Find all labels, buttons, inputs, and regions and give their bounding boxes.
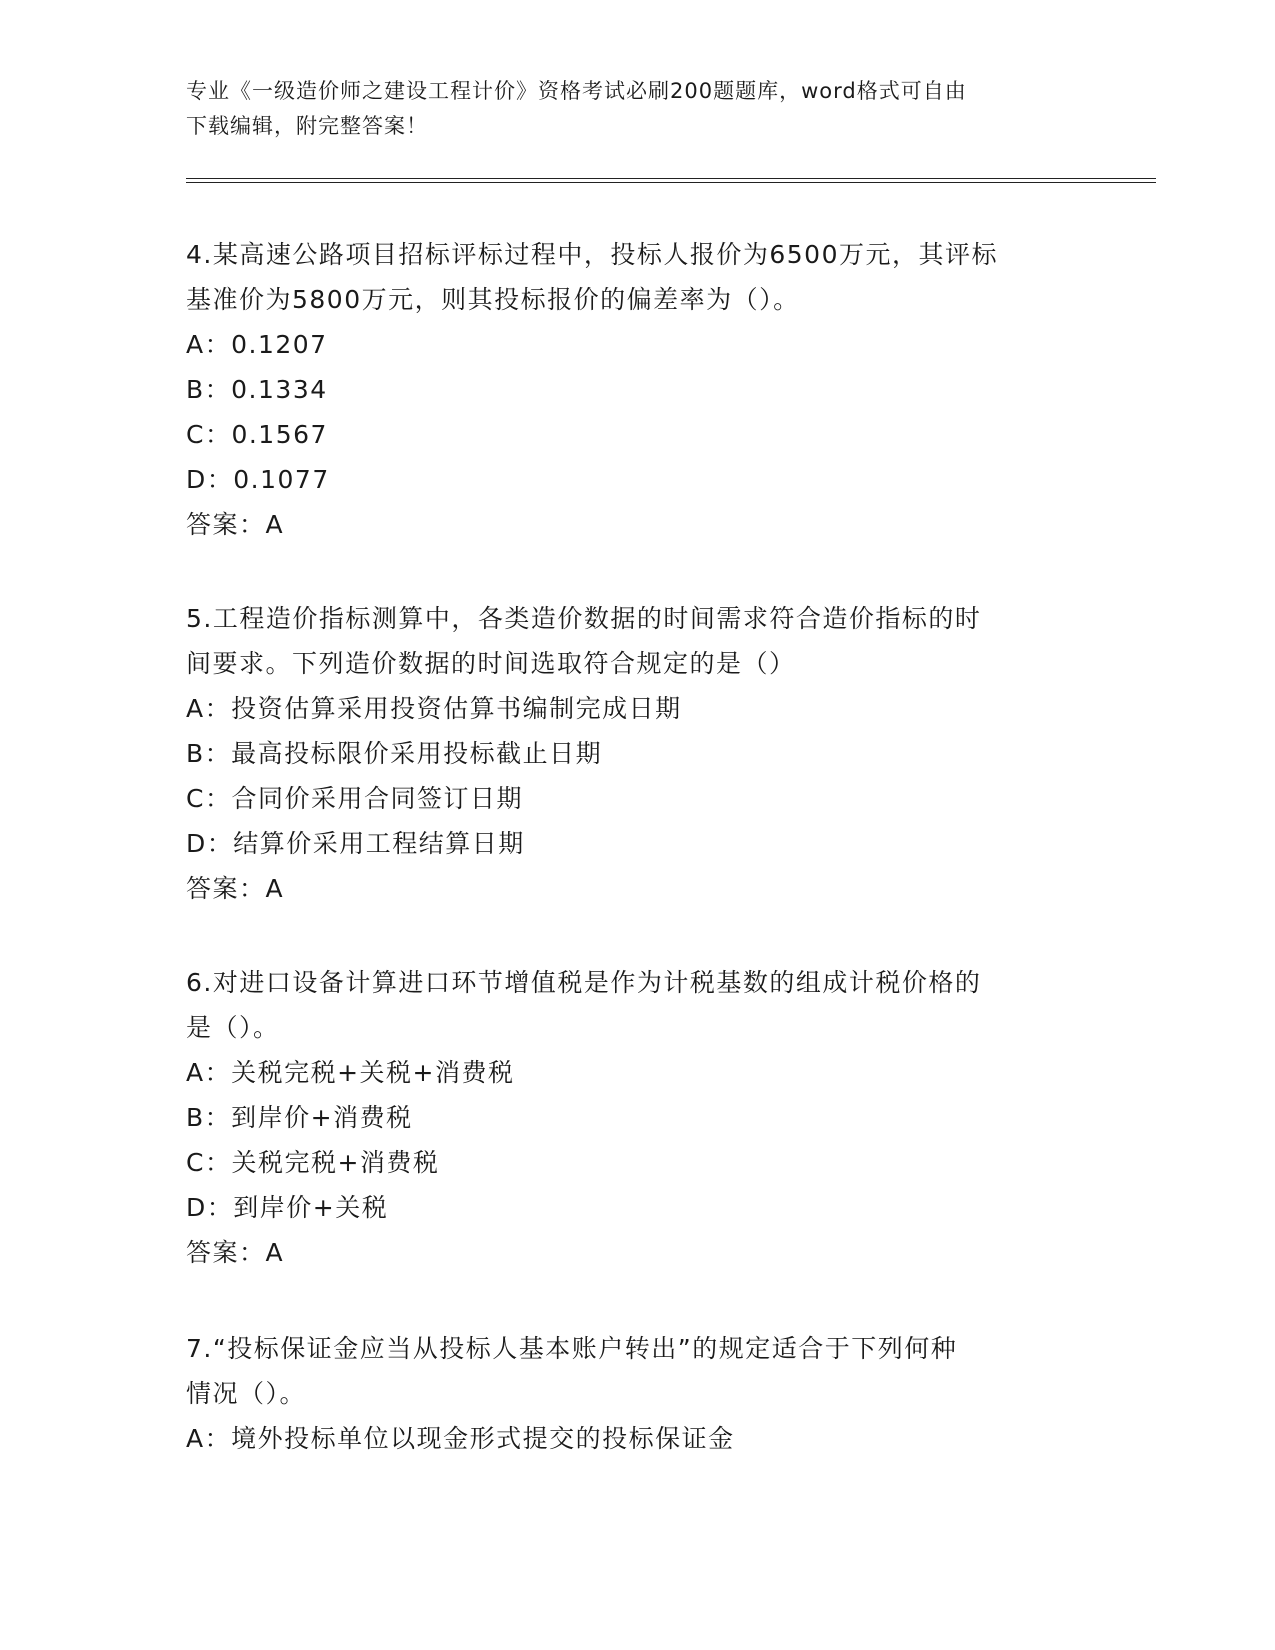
option-a: A：投资估算采用投资估算书编制完成日期 [186,694,682,723]
question-stem-line: 基准价为5800万元，则其投标报价的偏差率为（）。 [186,285,800,314]
option-d: D：结算价采用工程结算日期 [186,829,525,858]
answer-line: 答案：A [186,1238,285,1267]
question-7 [186,1326,1086,1461]
option-c: C：关税完税+消费税 [186,1148,440,1177]
option-a: A：境外投标单位以现金形式提交的投标保证金 [186,1424,735,1453]
question-stem-line: 7.“投标保证金应当从投标人基本账户转出”的规定适合于下列何种 [186,1334,958,1363]
option-a: A：关税完税+关税+消费税 [186,1058,515,1087]
question-4 [186,232,1086,547]
answer-line: 答案：A [186,510,285,539]
question-stem-line: 情况（）。 [186,1379,307,1408]
question-stem-line: 4.某高速公路项目招标评标过程中，投标人报价为6500万元，其评标 [186,240,998,269]
option-d: D：到岸价+关税 [186,1193,389,1222]
header-line-1: 专业《一级造价师之建设工程计价》资格考试必刷200题题库，word格式可自由 [186,79,967,103]
option-c: C：0.1567 [186,420,328,449]
header-divider-top [186,178,1156,179]
option-b: B：最高投标限价采用投标截止日期 [186,739,603,768]
question-stem-line: 间要求。下列造价数据的时间选取符合规定的是（） [186,649,796,678]
document-header [186,74,1086,144]
answer-line: 答案：A [186,874,285,903]
question-stem-line: 是（）。 [186,1013,280,1042]
question-stem-line: 5.工程造价指标测算中，各类造价数据的时间需求符合造价指标的时 [186,604,982,633]
option-b: B：0.1334 [186,375,328,404]
question-stem-line: 6.对进口设备计算进口环节增值税是作为计税基数的组成计税价格的 [186,968,982,997]
question-5 [186,596,1086,911]
option-b: B：到岸价+消费税 [186,1103,413,1132]
question-6 [186,960,1086,1275]
header-divider-bottom [186,182,1156,183]
option-d: D：0.1077 [186,465,330,494]
header-line-2: 下载编辑，附完整答案！ [186,114,428,138]
option-c: C：合同价采用合同签订日期 [186,784,523,813]
option-a: A：0.1207 [186,330,328,359]
